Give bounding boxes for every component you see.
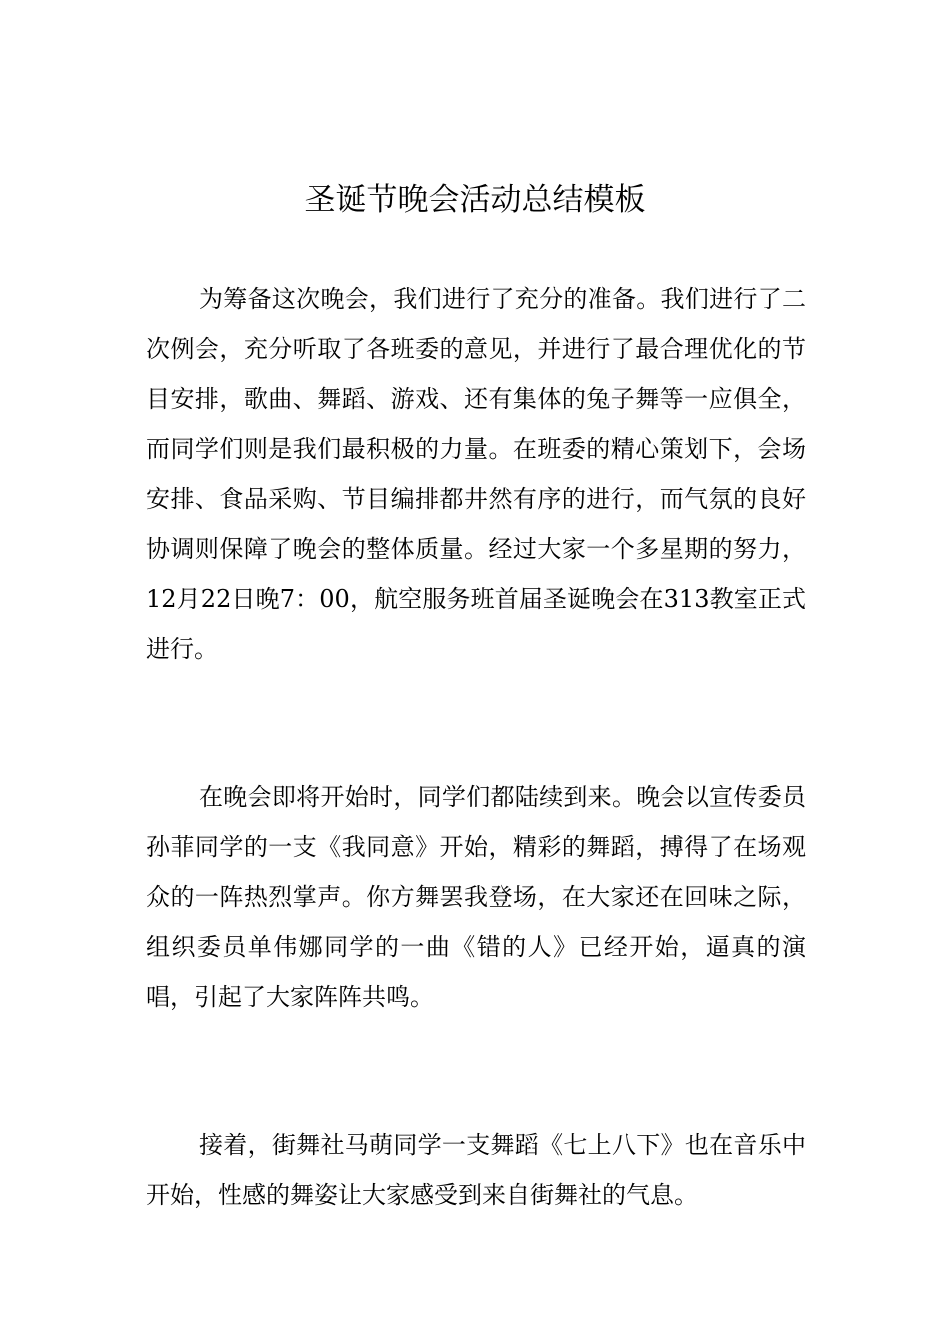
document-title: 圣诞节晚会活动总结模板	[304, 182, 646, 218]
paragraph-street-dance: 接着，街舞社马萌同学一支舞蹈《七上八下》也在音乐中开始，性感的舞姿让大家感受到来自街舞社的气息。	[146, 1131, 806, 1209]
paragraph-opening: 在晚会即将开始时，同学们都陆续到来。晚会以宣传委员孙菲同学的一支《我同意》开始，精彩的舞蹈，搏得了在场观众的一阵热烈掌声。你方舞罢我登场，在大家还在回味之际，组织委员单伟娜同学的一曲《错的人》已经开始，逼真的演唱，引起了大家阵阵共鸣。	[146, 783, 806, 1011]
paragraph-preparation: 为筹备这次晚会，我们进行了充分的准备。我们进行了二次例会，充分听取了各班委的意见，并进行了最合理优化的节目安排，歌曲、舞蹈、游戏、还有集体的兔子舞等一应俱全，而同学们则是我们最积极的力量。在班委的精心策划下，会场安排、食品采购、节目编排都井然有序的进行，而气氛的良好协调则保障了晚会的整体质量。经过大家一个多星期的努力，12月22日晚7：00，航空服务班首届圣诞晚会在313教室正式进行。	[146, 285, 806, 663]
